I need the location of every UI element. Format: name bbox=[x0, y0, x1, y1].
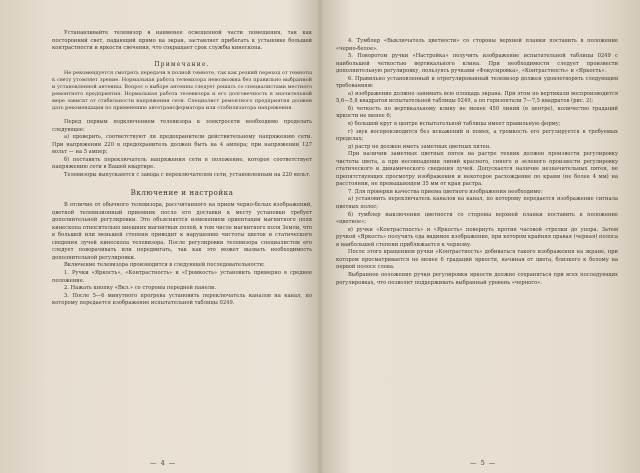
paragraph: 4. Тумблер «Выключатель цветности» со стороны верхней планки поставить в положение «черно-белое». bbox=[336, 38, 618, 52]
paragraph: д) растр не должен иметь заметных цветных пятен. bbox=[348, 143, 491, 150]
left-page-text bbox=[52, 30, 312, 308]
paragraph: Телевизоры выпускаются с завода с переключателем сети, установленным на 220 вольт. bbox=[64, 172, 311, 179]
paragraph: 3. После 5—6 минутного прогрева установить переключатель каналов на канал, по которому передается изображение испытательной таблицы 0249. bbox=[52, 292, 312, 307]
paragraph: 2. Нажать кнопку «Вкл.» со стороны передней панели. bbox=[64, 285, 217, 292]
paragraph: б) четкость по вертикальному клину не менее 450 линий (в центре), количество градаций яркости не менее 6; bbox=[336, 105, 618, 120]
paragraph: б) тумблер выключения цветности со стороны верхней планки поставить в положение «цветное»; bbox=[336, 211, 618, 226]
note-paragraph: Не рекомендуется смотреть передачи в полной темноте, так как резкий переход от темноты к свету утомляет зрение. Нормальная работа телевизора невозможна без правильно выбранной и установленной антенны. Вопрос о выборе антенны следует решать со специалистами местного ремонтного предприятия. Нормальная работа телевизора и его долговечность в значительной мере зависят от стабильности напряжения сети. Специалист ремонтного предприятия должен дать рекомендации по применению автотрансформатора или стабилизатора напряжения. bbox=[52, 70, 312, 112]
left-page bbox=[0, 0, 318, 473]
paragraph: 5. Поворотом ручки «Настройка» получить изображение испытательной таблицы 0249 с наибольшей четкостью вертикального клина. При необходимости следует произвести дополнительную регулировку, пользуясь ручками «Фокусировка», «Контрастность» и «Яркость». bbox=[336, 53, 618, 75]
paragraph: б) поставить переключатель напряжения сети в положение, которое соответствует напряжению сети в Вашей квартире. bbox=[52, 156, 312, 171]
page-number: — 5 — bbox=[470, 459, 497, 467]
paragraph: Перед первым подключением телевизора к электросети необходимо проделать следующее: bbox=[52, 119, 312, 133]
paragraph: Включение телевизора производится в следующей последовательности: bbox=[64, 262, 265, 269]
paragraph: Устанавливайте телевизор в наименее освещенной части помещения, так как посторонний свет, падающий прямо на экран, заставляет прибегать к установке большей контрастности и яркости свечения, что сокращает срок службы кинескопа. bbox=[52, 30, 312, 52]
paragraph: 1. Ручки «Яркость», «Контрастность» и «Громкость» установить примерно в среднее положение. bbox=[52, 270, 312, 284]
paragraph: в) большой круг в центре испытательной таблицы имеет правильную форму; bbox=[348, 121, 561, 128]
page-number: — 4 — bbox=[150, 459, 177, 467]
paragraph: а) изображение должно занимать всю площадь экрана. При этом по вертикали воспроизводится 5,6—5,8 квадратов испытательной таблицы 0249, а по горизонтали 7—7,5 квадратов (рис. 2); bbox=[336, 90, 618, 105]
right-page-text bbox=[336, 38, 618, 287]
paragraph: а) проверить, соответствуют ли предохранители действительному напряжению сети. При напряжении 220 в предохранитель должен быть на 4 ампера; при напряжении 127 вольт — на 5 ампер; bbox=[52, 134, 312, 156]
paragraph: а) установить переключатель каналов на канал, по которому передается изображение сигнала цветных полос; bbox=[336, 196, 618, 211]
paragraph: в) ручки «Контрастность» и «Яркость» повернуть против часовой стрелки до упора. Затем ручкой «Яркость» получить еда видимое изображение, при котором крайняя правая (черная) полоса в наибольшей степени приближается к черному. bbox=[336, 226, 618, 248]
paragraph: 7. Для проверки качества приема цветного изображения необходимо: bbox=[348, 188, 543, 195]
right-page bbox=[322, 0, 640, 473]
paragraph: г) звук воспроизводится без искажений и помех, а громкость его регулируется в требуемых пределах; bbox=[336, 128, 618, 143]
paragraph: После этого вращением ручки «Контрастность» добиваться такого изображения на экране, при котором просматривается не менее 6 градаций яркости, начиная от цвета, близкого к белому на первой полосе слева. bbox=[336, 249, 618, 271]
paragraph: В отличие от обычного телевизора, рассчитанного на прием черно-белых изображений, цветной телевизионный приемник после его доставки к месту установки требует дополнительной регулировки. Это объясняется изменением ориентации магнитного поля кинескопа относительно внешних магнитных полей, в том числе магнитного поля Земли, что в большей или меньшей степени приводит к нарушению чистоты цветов и статического сведения лучей кинескопа телевизора. После регулировки телевизора специалистом его следует поворачивать или передвигать, так как это может вызвать необходимость дополнительной регулировки. bbox=[52, 202, 312, 261]
note-heading: Примечание. bbox=[154, 60, 210, 68]
paragraph: При наличии заметных цветных пятен на растре техник должен произвести регулировку чистоты цвета, а при несовпадении линий красного, синего и зеленого произвести регулировку статического и динамического сведения лучей. Допускается наличие незначительных пятен, не препятствующих просмотру изображения и некоторое расхождение по краям (не более 4 мм) на расстоянии, не превышающем 35 мм от края растра. bbox=[336, 151, 618, 188]
paragraph: Выбранное положение ручки регулировки яркости должно сохраняться при всех последующих регулировках, что позволит поддерживать выбранный уровень «черного». bbox=[336, 271, 618, 286]
paragraph: 6. Правильно установленный и отрегулированный телевизор должен удовлетворять следующим требованиям: bbox=[336, 75, 618, 90]
section-heading: Включение и настройка bbox=[130, 187, 234, 197]
